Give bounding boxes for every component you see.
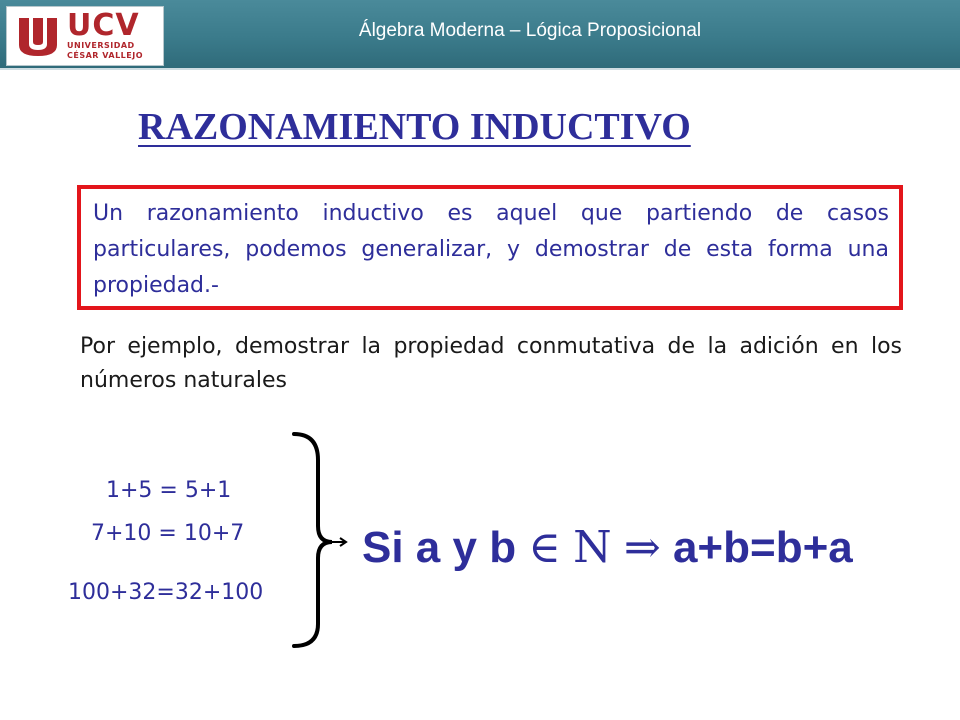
equation-2: 7+10 = 10+7 bbox=[91, 521, 245, 546]
conclusion-premise: Si a y b bbox=[362, 523, 529, 572]
logo-line-1: UNIVERSIDAD bbox=[67, 41, 135, 50]
logo-acronym: UCV bbox=[67, 8, 140, 43]
definition-text: Un razonamiento inductivo es aquel que partiendo de casos particulares, podemos generalizar, y demostrar de esta forma una propiedad.- bbox=[93, 201, 889, 298]
logo-line-2: CÉSAR VALLEJO bbox=[67, 51, 144, 60]
logo-text bbox=[67, 8, 144, 61]
ucv-logo bbox=[6, 6, 164, 66]
ucv-emblem-icon bbox=[15, 14, 61, 58]
equation-1: 1+5 = 5+1 bbox=[106, 478, 232, 503]
header-bar bbox=[0, 0, 960, 70]
definition-box bbox=[77, 185, 903, 310]
conclusion-statement bbox=[362, 522, 853, 573]
example-intro: Por ejemplo, demostrar la propiedad conmutativa de la adición en los números naturales bbox=[80, 334, 902, 393]
naturals-symbol: N bbox=[573, 522, 612, 573]
element-of-symbol: ∈ bbox=[528, 522, 561, 573]
slide-title: RAZONAMIENTO INDUCTIVO bbox=[138, 106, 691, 148]
implies-symbol: ⇒ bbox=[623, 522, 661, 573]
right-brace-icon bbox=[288, 430, 348, 650]
equation-3: 100+32=32+100 bbox=[68, 580, 264, 605]
header-title: Álgebra Moderna – Lógica Proposicional bbox=[358, 20, 702, 41]
conclusion-result: a+b=b+a bbox=[672, 523, 853, 572]
